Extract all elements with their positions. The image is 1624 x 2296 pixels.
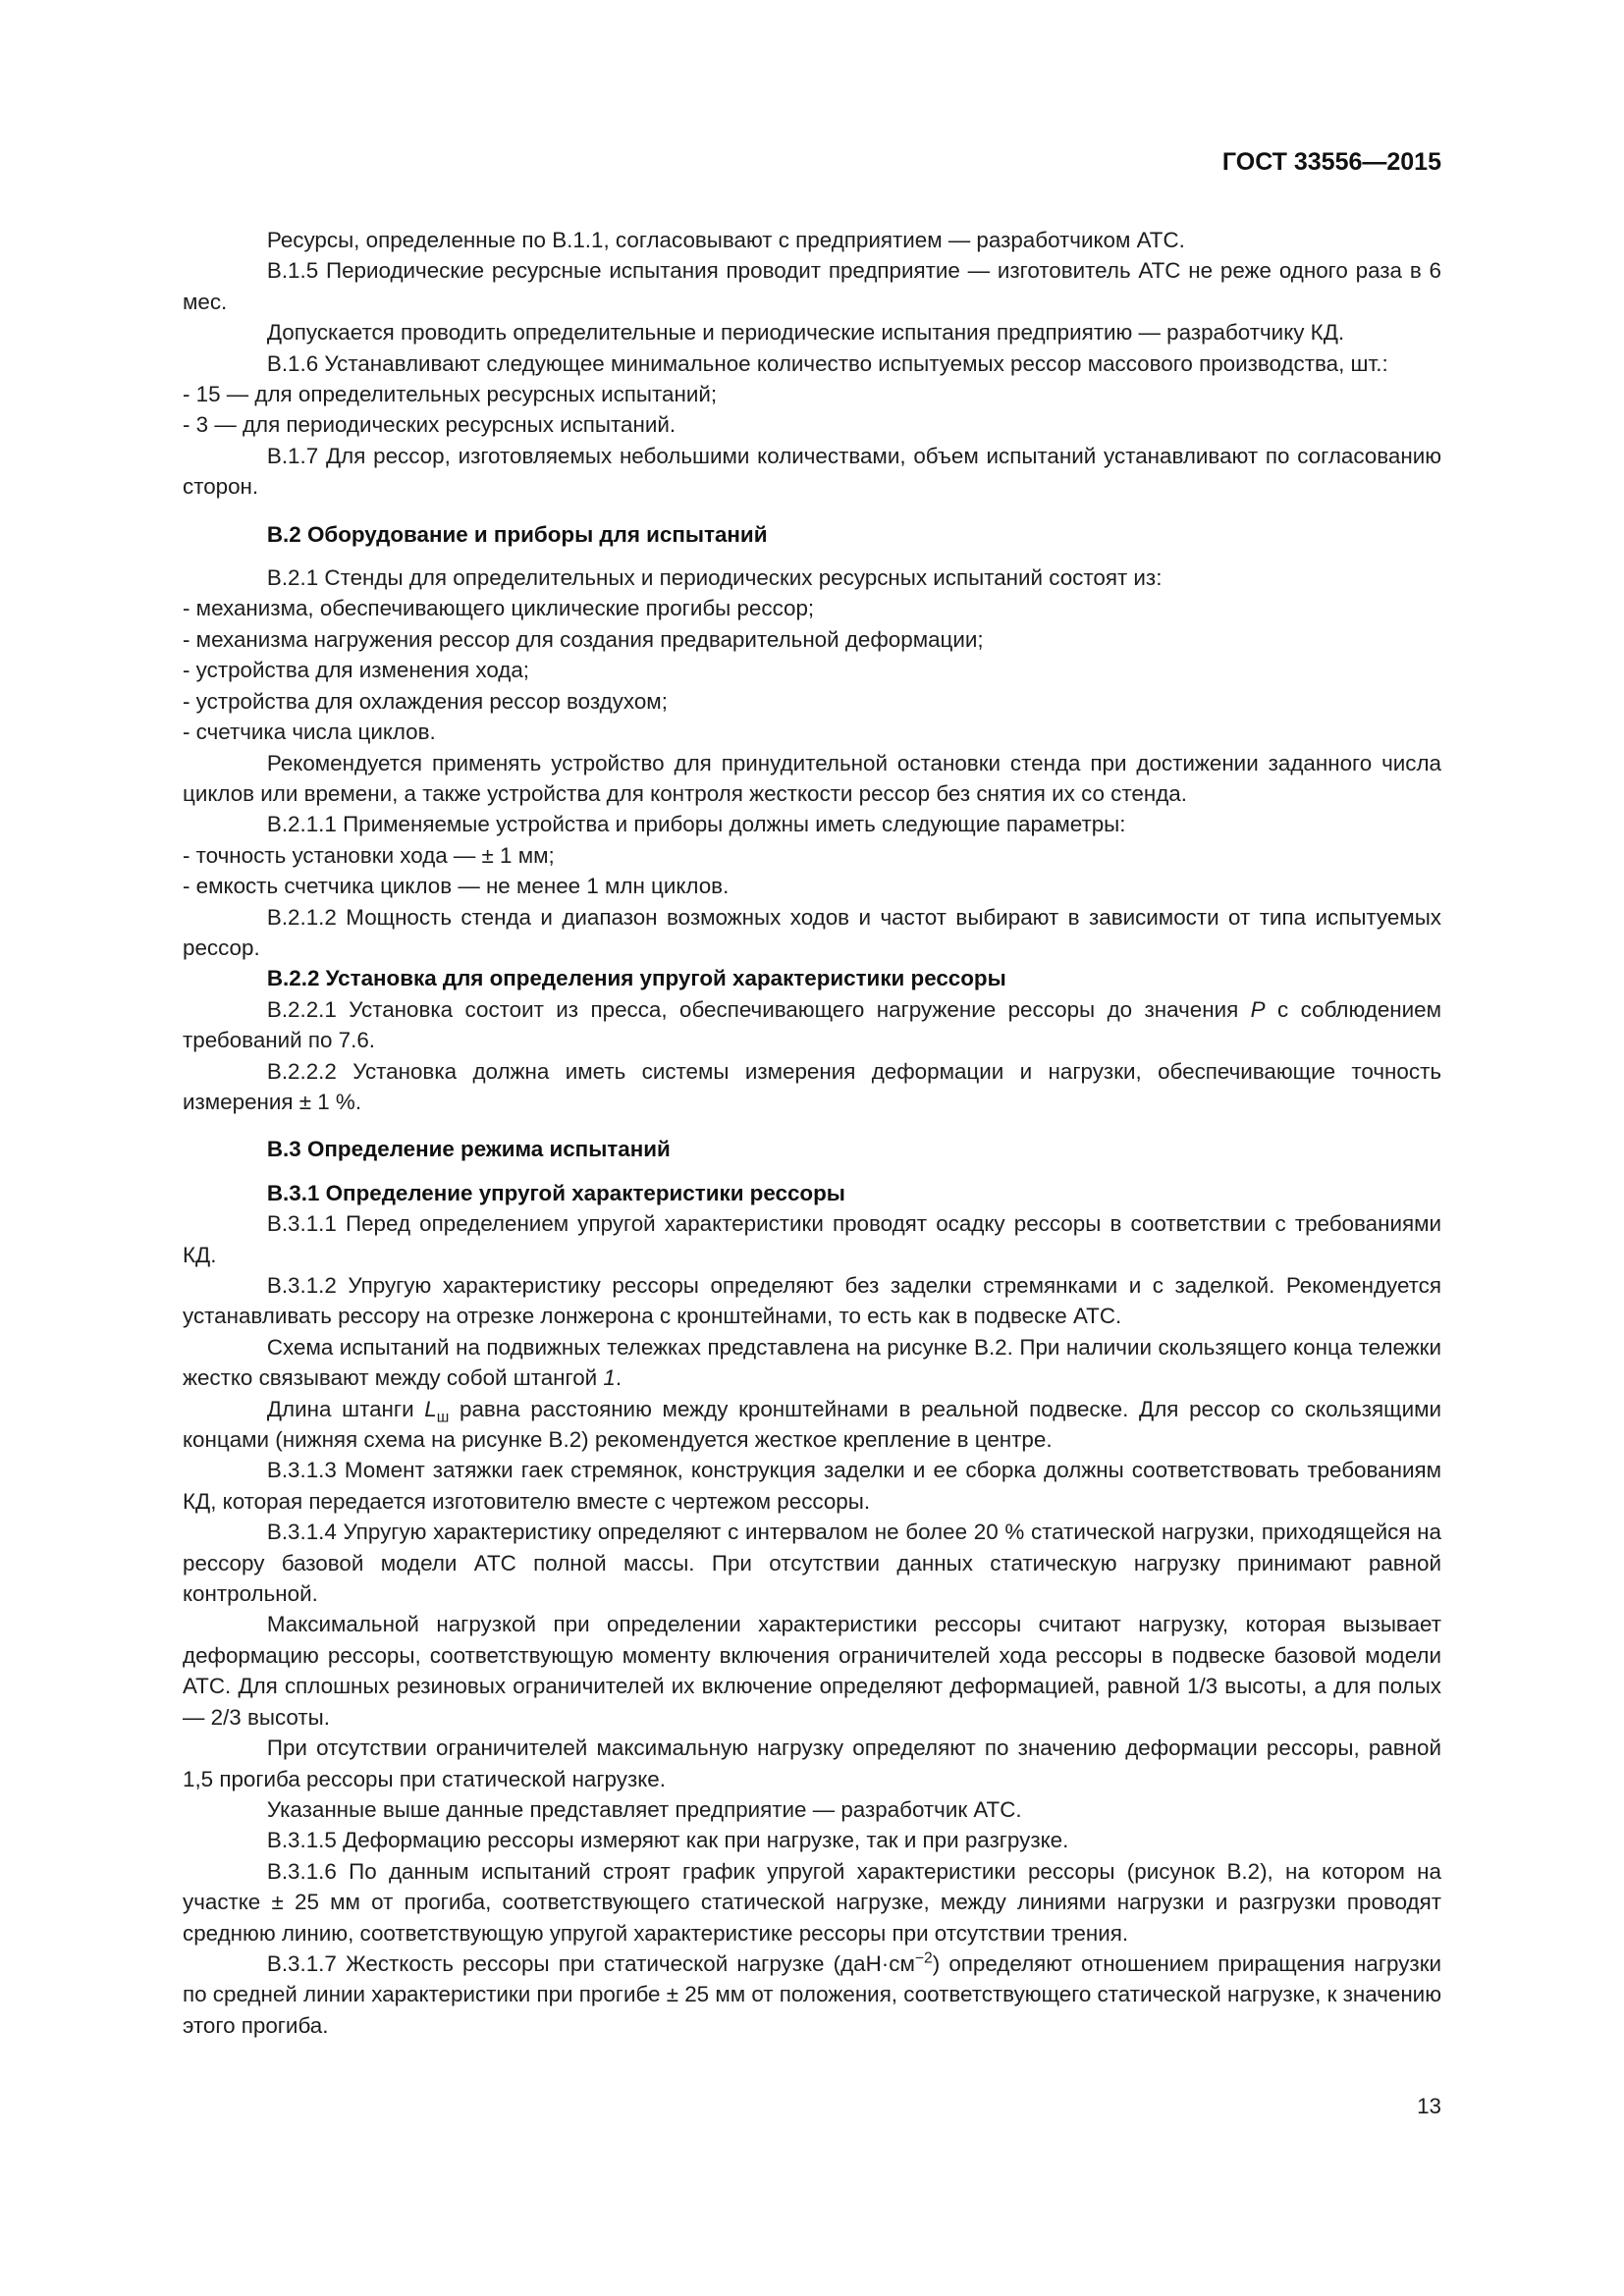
paragraph — [183, 1949, 1441, 2041]
section-heading: В.2.2 Установка для определения упругой характеристики рессоры — [266, 966, 1006, 991]
section-heading: В.3.1 Определение упругой характеристики рессоры — [266, 1180, 845, 1205]
list-item: - механизма, обеспечивающего циклические прогибы рессор; — [183, 596, 815, 621]
paragraph: В.2.1.1 Применяемые устройства и приборы должны иметь следующие параметры: — [266, 812, 1126, 837]
paragraph: В.3.1.5 Деформацию рессоры измеряют как при нагрузке, так и при разгрузке. — [266, 1828, 1069, 1853]
paragraph-text: ) определяют отношением приращения нагрузки по средней линии характеристики при прогибе ± 25 мм от положения, соответствующего статической нагрузке, к значению этого прогиба. — [183, 1950, 1441, 2038]
paragraph: В.2.2.2 Установка должна иметь системы измерения деформации и нагрузки, обеспечивающие точность измерения ± 1 %. — [183, 1058, 1441, 1114]
paragraph: В.1.7 Для рессор, изготовляемых небольшими количествами, объем испытаний устанавливают по согласованию сторон. — [183, 443, 1441, 500]
paragraph: Рекомендуется применять устройство для принудительной остановки стенда при достижении заданного числа циклов или времени, а также устройства для контроля жесткости рессор без снятия их со стенда. — [183, 750, 1441, 806]
paragraph: Ресурсы, определенные по В.1.1, согласовывают с предприятием — разработчиком АТС. — [266, 228, 1185, 252]
paragraph — [183, 1332, 1441, 1394]
list-item: - счетчика числа циклов. — [183, 720, 436, 745]
paragraph: Указанные выше данные представляет предприятие — разработчик АТС. — [266, 1796, 1022, 1822]
paragraph: Максимальной нагрузкой при определении характеристики рессоры считают нагрузку, которая вызывает деформацию рессоры, соответствующую моменту включения ограничителей хода рессоры в подвеске базовой модели АТС. Для сплошных резиновых ограничителей их включение определяют деформацией, равной 1/3 высоты, а для полых — 2/3 высоты. — [183, 1612, 1441, 1730]
paragraph: В.3.1.4 Упругую характеристику определяют с интервалом не более 20 % статической нагрузки, приходящейся на рессору базовой модели АТС полной массы. При отсутствии данных статическую нагрузку принимают равной контрольной. — [183, 1520, 1441, 1607]
document-header: ГОСТ 33556—2015 — [1221, 148, 1441, 176]
paragraph: В.3.1.6 По данным испытаний строят график упругой характеристики рессоры (рисунок В.2), на котором на участке ± 25 мм от прогиба, соответствующего статической нагрузке, между линиями нагрузки и разгрузки проводят среднюю линию, соответствующую упругой характеристике рессоры при отсутствии трения. — [183, 1858, 1441, 1946]
math-variable: P — [1250, 996, 1266, 1022]
paragraph — [183, 994, 1441, 1056]
list-item: - устройства для охлаждения рессор воздухом; — [183, 688, 668, 714]
paragraph: При отсутствии ограничителей максимальную нагрузку определяют по значению деформации рессоры, равной 1,5 прогиба рессоры при статической нагрузке. — [183, 1735, 1441, 1791]
paragraph: В.1.6 Устанавливают следующее минимальное количество испытуемых рессор массового производства, шт.: — [266, 350, 1388, 376]
paragraph: В.3.1.3 Момент затяжки гаек стремянок, конструкция заделки и ее сборка должны соответствовать требованиям КД, которая передается изготовителю вместе с чертежом рессоры. — [183, 1458, 1441, 1514]
paragraph: В.2.1.2 Мощность стенда и диапазон возможных ходов и частот выбирают в зависимости от типа испытуемых рессор. — [183, 904, 1441, 960]
list-item: - устройства для изменения хода; — [183, 658, 530, 683]
list-item: - механизма нагружения рессор для создания предварительной деформации; — [183, 626, 984, 652]
paragraph: Допускается проводить определительные и периодические испытания предприятию — разработчику КД. — [266, 320, 1345, 346]
paragraph-text: В.2.2.1 Установка состоит из пресса, обеспечивающего нагружение рессоры до значения — [266, 996, 1251, 1022]
superscript: −2 — [914, 1949, 933, 1967]
paragraph-text: равна расстоянию между кронштейнами в реальной подвеске. Для рессор со скользящими концами (нижняя схема на рисунке В.2) рекомендуется жесткое крепление в центре. — [183, 1396, 1441, 1453]
paragraph-text: Длина штанги — [266, 1396, 425, 1421]
math-variable: 1 — [603, 1365, 616, 1391]
paragraph: В.2.1 Стенды для определительных и периодических ресурсных испытаний состоят из: — [266, 565, 1163, 591]
paragraph-text: . — [615, 1365, 623, 1391]
list-item: - точность установки хода — ± 1 мм; — [183, 842, 555, 868]
section-heading: В.2 Оборудование и приборы для испытаний — [266, 521, 768, 547]
paragraph: В.3.1.2 Упругую характеристику рессоры определяют без заделки стремянками и с заделкой. Рекомендуется устанавливать рессору на отрезке лонжерона с кронштейнами, то есть как в подвеске АТС. — [183, 1273, 1441, 1329]
list-item: - 3 — для периодических ресурсных испытаний. — [183, 412, 677, 438]
page-number: 13 — [1417, 2094, 1441, 2118]
paragraph-text: с соблюдением требований по 7.6. — [183, 996, 1441, 1053]
list-item: - 15 — для определительных ресурсных испытаний; — [183, 382, 718, 407]
paragraph-text: Схема испытаний на подвижных тележках представлена на рисунке В.2. При наличии скользящего конца тележки жестко связывают между собой штангой — [183, 1334, 1441, 1391]
section-heading: В.3 Определение режима испытаний — [266, 1137, 671, 1162]
document-body — [183, 225, 1441, 2041]
paragraph: В.3.1.1 Перед определением упругой характеристики проводят осадку рессоры в соответствии с требованиями КД. — [183, 1211, 1441, 1267]
math-variable: L — [424, 1396, 437, 1421]
list-item: - емкость счетчика циклов — не менее 1 млн циклов. — [183, 874, 730, 899]
subscript: ш — [436, 1409, 450, 1426]
paragraph: В.1.5 Периодические ресурсные испытания проводит предприятие — изготовитель АТС не реже одного раза в 6 мес. — [183, 258, 1441, 314]
paragraph-text: В.3.1.7 Жесткость рессоры при статической нагрузке (даН·см — [266, 1950, 915, 1976]
paragraph — [183, 1394, 1441, 1456]
